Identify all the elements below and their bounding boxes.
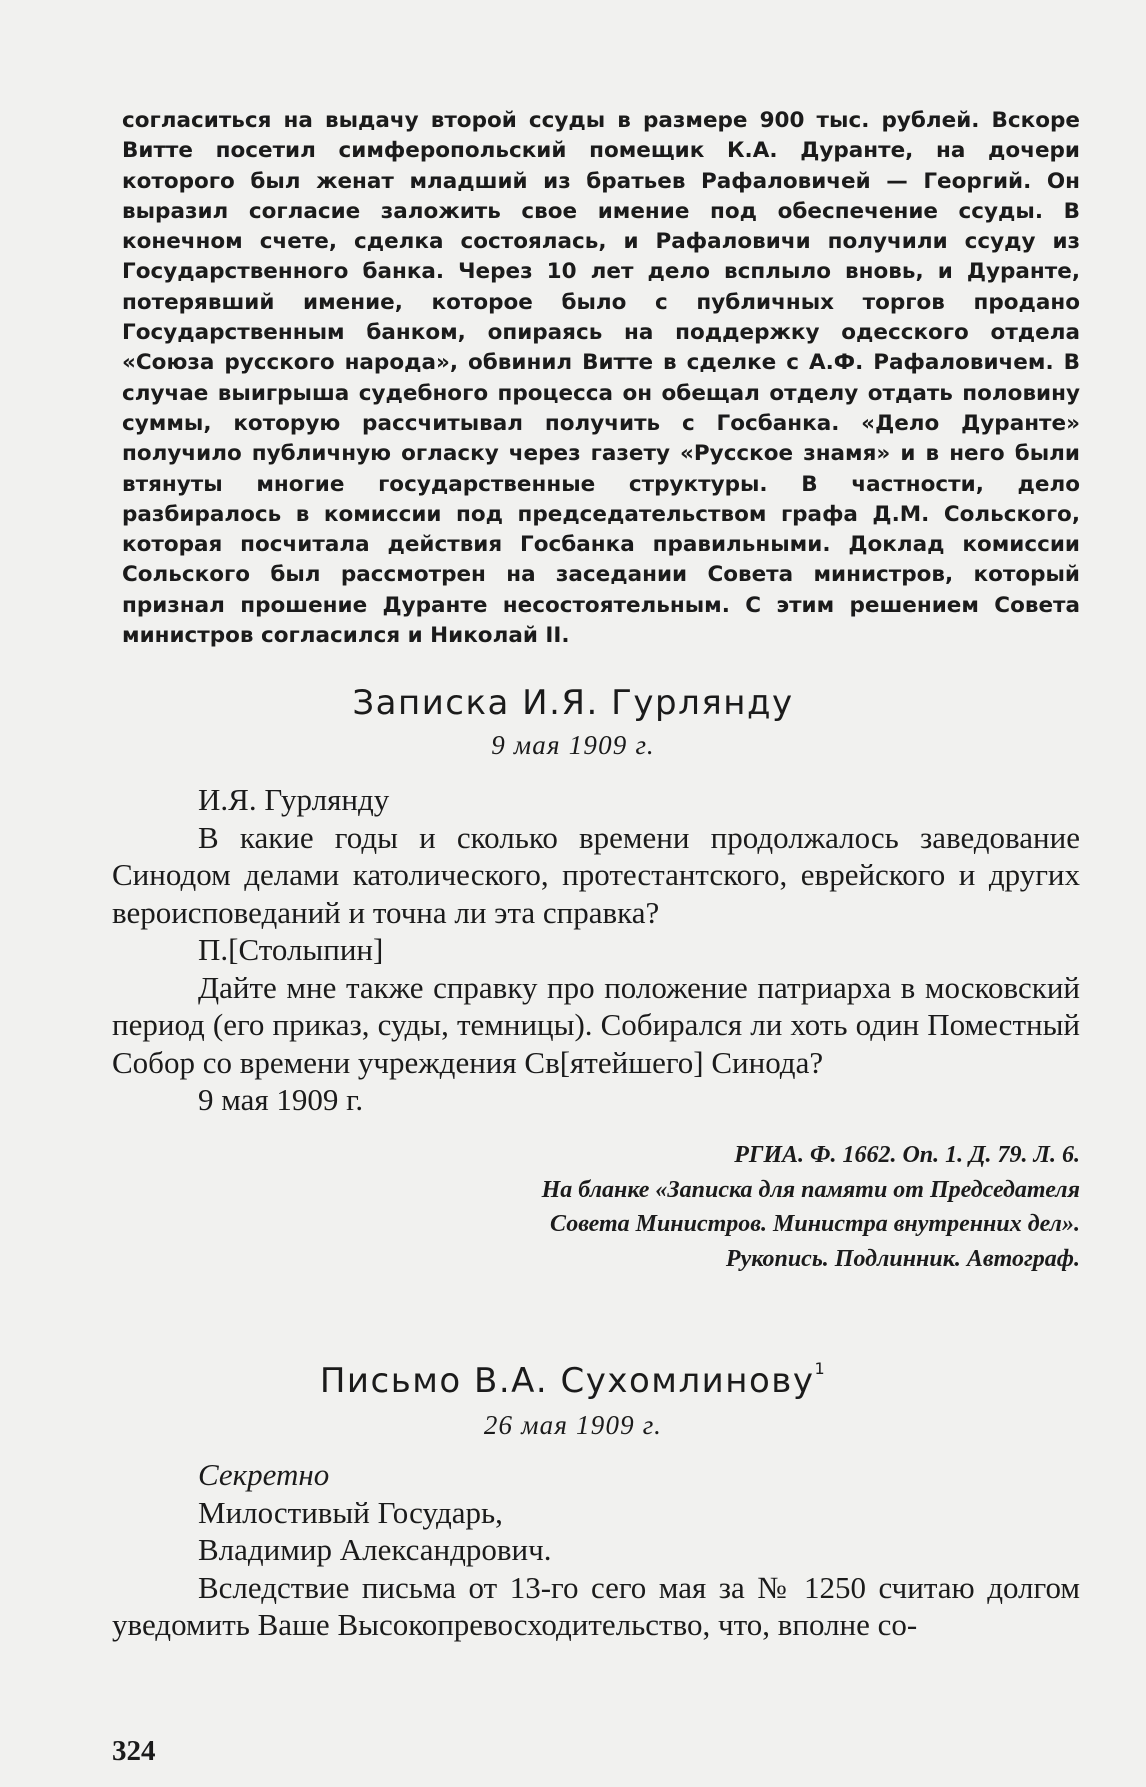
body-paragraph: Вследствие письма от 13-го сего мая за № 1250 считаю долгом уведомить Ваше Высокопревосходительство, что, вполне со- <box>112 1569 1080 1642</box>
signature-line: П.[Столыпин] <box>198 932 384 967</box>
section-date-sukhomlinov: 26 мая 1909 г. <box>483 1410 663 1440</box>
section-title-text: Письмо В.А. Сухомлинову <box>319 1361 815 1401</box>
body-paragraph: Дайте мне также справку про положение патриарха в московский период (его приказ, суды, темницы). Собирался ли хоть один Поместный Собор со времени учреждения Св[ятейшего] Синода? <box>112 969 1080 1080</box>
salutation-line: Владимир Александрович. <box>198 1532 552 1567</box>
page-number: 324 <box>112 1735 156 1767</box>
date-line: 9 мая 1909 г. <box>198 1082 364 1117</box>
footnote-paragraph: согласиться на выдачу второй ссуды в размере 900 тыс. рублей. Вскоре Витте посетил симферопольский помещик К.А. Дуранте, на дочери которого был женат младший из братьев Рафаловичей — Георгий. Он выразил согласие заложить свое имение под обеспечение ссуды. В конечном счете, сделка состоялась, и Рафаловичи получили ссуду из Государственного банка. Через 10 лет дело всплыло вновь, и Дуранте, потерявший имение, которое было с публичных торгов продано Государственным банком, опираясь на поддержку одесского отдела «Союза русского народа», обвинил Витте в сделке с А.Ф. Рафаловичем. В случае выигрыша судебного процесса он обещал отделу отдать половину суммы, которую рассчитывал получить с Госбанка. «Дело Дуранте» получило публичную огласку через газету «Русское знамя» и в него были втянуты многие государственные структуры. В частности, дело разбиралось в комиссии под председательством графа Д.М. Сольского, которая посчитала действия Госбанка правильными. Доклад комиссии Сольского был рассмотрен на заседании Совета министров, который признал прошение Дуранте несостоятельным. С этим решением Совета министров согласился и Николай II. <box>122 108 1080 649</box>
footnote-marker: 1 <box>814 1359 827 1378</box>
section-body-sukhomlinov <box>112 1456 1080 1644</box>
footnote-text-block <box>122 106 1080 651</box>
secret-label: Секретно <box>198 1457 330 1492</box>
section-title-gurlyand: Записка И.Я. Гурлянду <box>352 683 794 723</box>
salutation-line: Милостивый Государь, <box>198 1494 503 1530</box>
archive-line: Рукопись. Подлинник. Автограф. <box>725 1245 1080 1272</box>
archive-line: РГИА. Ф. 1662. Оп. 1. Д. 79. Л. 6. <box>734 1142 1080 1168</box>
archive-line: На бланке «Записка для памяти от Председателя <box>541 1176 1080 1203</box>
addressee-line: И.Я. Гурлянду <box>198 782 390 817</box>
archive-line: Совета Министров. Министра внутренних дел». <box>550 1211 1080 1237</box>
section-title-sukhomlinov <box>0 1361 1146 1401</box>
body-paragraph: В какие годы и сколько времени продолжалось заведование Синодом делами католического, протестантского, еврейского и других вероисповеданий и точна ли эта справка? <box>112 819 1080 930</box>
section-body-gurlyand <box>112 781 1080 1119</box>
section-date-gurlyand: 9 мая 1909 г. <box>491 730 655 760</box>
archive-reference <box>320 1138 1080 1276</box>
